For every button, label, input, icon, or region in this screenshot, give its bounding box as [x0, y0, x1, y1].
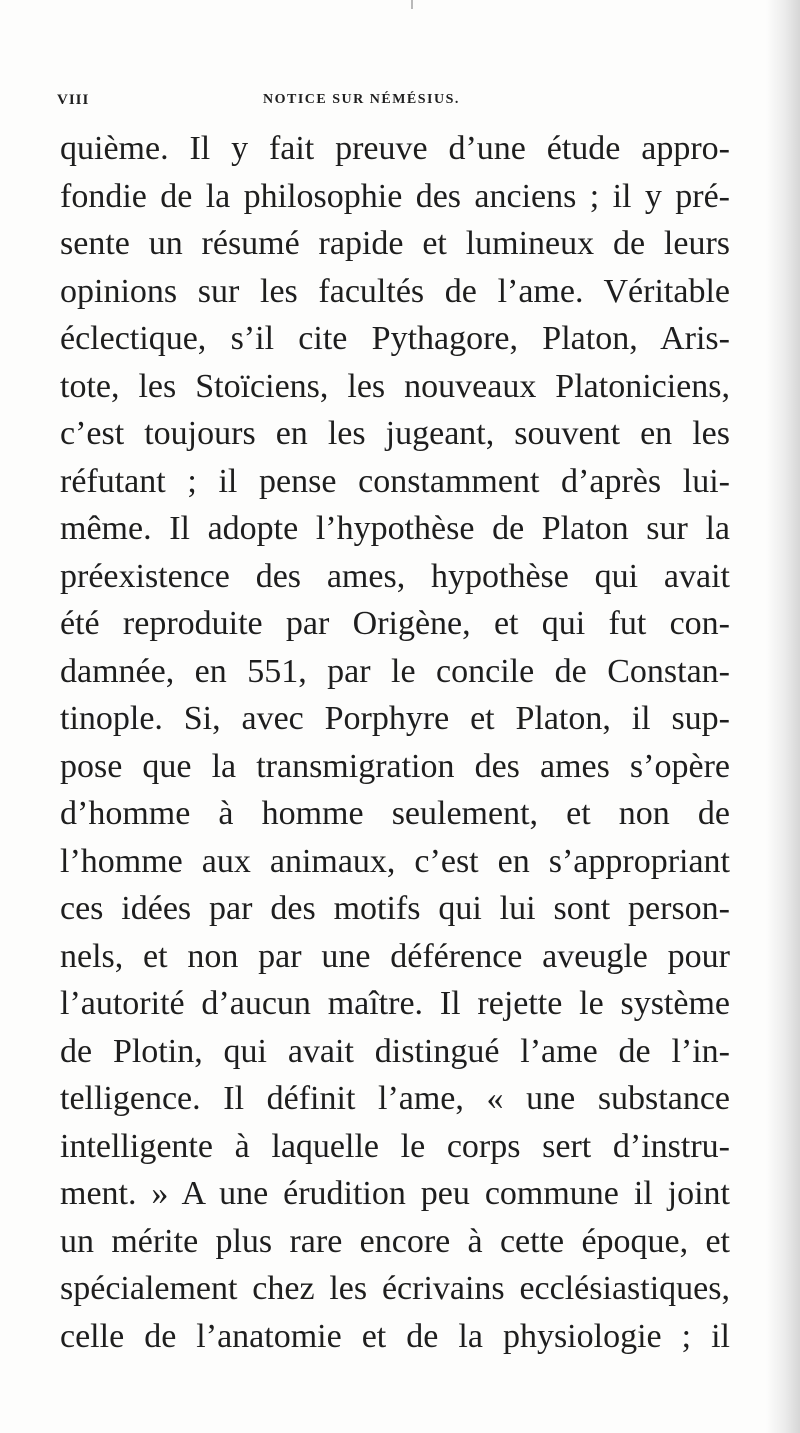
top-edge-mark	[411, 0, 413, 9]
text-line: spécialement chez les écrivains ecclésiastiques,	[60, 1270, 730, 1307]
text-line: ces idées par des motifs qui lui sont person-	[60, 890, 730, 927]
text-line: d’homme à homme seulement, et non de	[60, 795, 730, 832]
page-edge-shadow	[766, 0, 800, 1433]
text-line: ment. » A une érudition peu commune il joint	[60, 1175, 730, 1212]
text-line: éclectique, s’il cite Pythagore, Platon, Aris-	[60, 320, 730, 357]
text-line: l’homme aux animaux, c’est en s’appropriant	[60, 842, 730, 880]
text-line: quième. Il y fait preuve d’une étude appro-	[60, 130, 730, 167]
text-line: damnée, en 551, par le concile de Constan-	[60, 652, 730, 690]
text-line: l’autorité d’aucun maître. Il rejette le système	[60, 985, 730, 1022]
running-title: NOTICE SUR NÉMÉSIUS.	[263, 92, 460, 107]
text-line: celle de l’anatomie et de la physiologie ; il	[60, 1317, 730, 1355]
text-line: tinople. Si, avec Porphyre et Platon, il sup-	[60, 700, 730, 737]
page-header	[57, 92, 737, 116]
text-line: réfutant ; il pense constamment d’après lui-	[60, 462, 730, 500]
text-line: préexistence des ames, hypothèse qui avait	[60, 557, 730, 595]
text-line: de Plotin, qui avait distingué l’ame de l’in-	[60, 1032, 730, 1070]
text-line: telligence. Il définit l’ame, « une substance	[60, 1080, 730, 1117]
text-line: un mérite plus rare encore à cette époque, et	[60, 1222, 730, 1260]
text-line: opinions sur les facultés de l’ame. Véritable	[60, 272, 730, 310]
page-number: VIII	[57, 92, 90, 108]
text-line: sente un résumé rapide et lumineux de leurs	[60, 225, 730, 262]
text-line: c’est toujours en les jugeant, souvent en les	[60, 415, 730, 452]
text-line: tote, les Stoïciens, les nouveaux Platoniciens,	[60, 367, 730, 405]
text-line: pose que la transmigration des ames s’opère	[60, 747, 730, 785]
body-text	[60, 125, 730, 1360]
text-line: nels, et non par une déférence aveugle pour	[60, 937, 730, 975]
text-line: été reproduite par Origène, et qui fut con-	[60, 605, 730, 642]
text-line: intelligente à laquelle le corps sert d’instru-	[60, 1127, 730, 1165]
text-line: même. Il adopte l’hypothèse de Platon sur la	[60, 510, 730, 547]
text-line: fondie de la philosophie des anciens ; il y pré-	[60, 177, 730, 215]
